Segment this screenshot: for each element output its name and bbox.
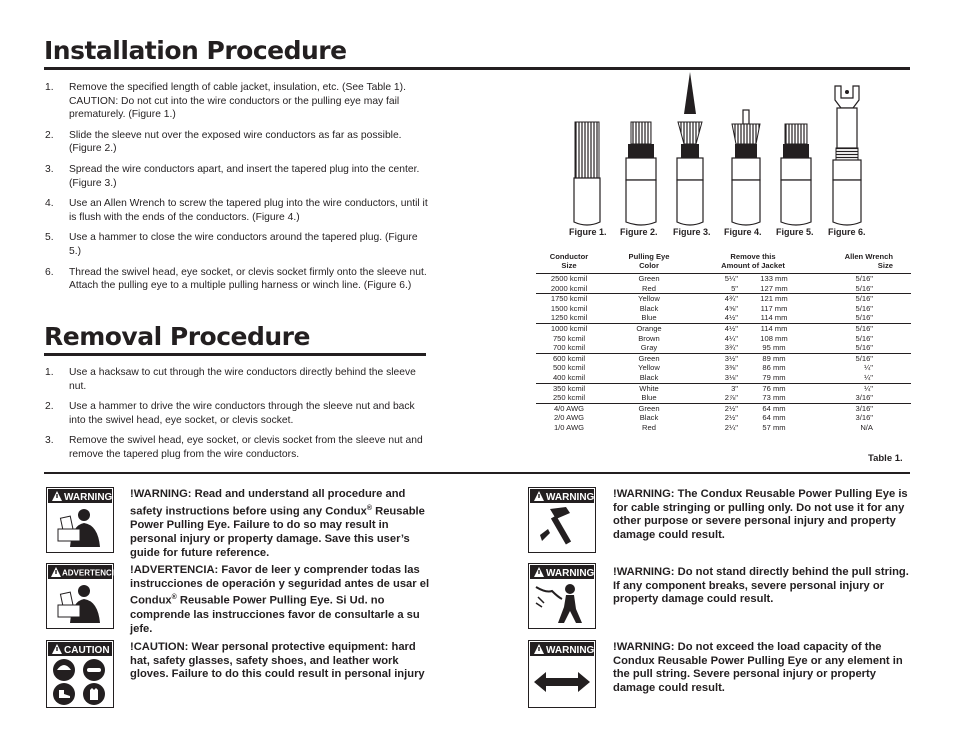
- figure-4-illustration: [732, 110, 760, 225]
- step-number: 3.: [45, 163, 54, 175]
- step-number: 3.: [45, 435, 54, 447]
- table-row: 1250 kcmil Blue 4½" 114 mm 5/16": [550, 313, 873, 323]
- step-number: 4.: [45, 198, 54, 210]
- section-divider: [44, 472, 910, 474]
- step-number: 5.: [45, 232, 54, 244]
- figures-illustration: [560, 72, 880, 228]
- step-text: Thread the swivel head, eye socket, or clevis socket firmly onto the sleeve nut. Attach the pulling eye to a multiple pulling harness or winch line. (Figure 6.): [69, 266, 427, 292]
- header-pulling-eye-color: Pulling Eye Color: [628, 252, 670, 270]
- table-group: [536, 294, 911, 324]
- installation-step: [45, 81, 430, 122]
- installation-step: [45, 266, 430, 293]
- header-allen-wrench: Allen Wrench Size: [844, 252, 893, 270]
- figure-6-illustration: [833, 86, 861, 225]
- svg-text:WARNING: WARNING: [546, 492, 595, 503]
- removal-step: [45, 434, 430, 461]
- table-group: [536, 403, 911, 432]
- step-text: Spread the wire conductors apart, and insert the tapered plug into the center. (Figure 3.): [69, 163, 420, 189]
- svg-text:CAUTION: CAUTION: [64, 645, 110, 656]
- table-row: 2500 kcmil Green 5¼" 133 mm 5/16": [550, 274, 873, 283]
- notice-warning-stand: !WARNING: Do not stand directly behind the pull string. If any component breaks, severe personal injury or property damage could result.: [613, 566, 909, 606]
- table-row: 750 kcmil Brown 4¼" 108 mm 5/16": [552, 333, 873, 343]
- removal-step: [45, 366, 430, 393]
- notice-warning-load: !WARNING: Do not exceed the load capacity of the Condux Reusable Power Pulling Eye or any element in the pull string. Severe personal injury or property damage could result.: [613, 641, 903, 695]
- step-text: Use a hacksaw to cut through the wire conductors directly behind the sleeve nut.: [69, 367, 416, 392]
- svg-text:WARNING: WARNING: [546, 645, 595, 656]
- table-row: 250 kcmil Blue 2⅞" 73 mm 3/16": [552, 393, 873, 403]
- warning-snapback-sign: [528, 563, 596, 629]
- table-row: 4/0 AWG Green 2½" 64 mm 3/16": [553, 403, 873, 413]
- svg-text:WARNING: WARNING: [64, 492, 113, 503]
- notice-warning-read: !WARNING: Read and understand all procedure and safety instructions before using any Condux® Reusable Power Pulling Eye. Failure to do so may result in personal injury or property damage. Save this user’s guide for future reference.: [130, 488, 425, 559]
- header-remove-jacket: Remove this Amount of Jacket: [721, 252, 785, 270]
- svg-text:ADVERTENCIA: ADVERTENCIA: [62, 568, 120, 578]
- table-group: [536, 274, 911, 294]
- installation-step: [45, 231, 430, 258]
- step-text: Use a hammer to drive the wire conductors through the sleeve nut and back into the swivel head, eye socket, or clevis socket.: [69, 401, 415, 426]
- figure-label: Figure 3.: [673, 227, 711, 237]
- removal-title: Removal Procedure: [44, 322, 310, 351]
- figure-label: Figure 5.: [776, 227, 814, 237]
- table-caption: Table 1.: [868, 453, 903, 464]
- table-group: [536, 383, 911, 403]
- warning-hammer-sign: [528, 487, 596, 553]
- figure-label: Figure 1.: [569, 227, 607, 237]
- warning-load-sign: [528, 640, 596, 708]
- step-text: Use an Allen Wrench to screw the tapered plug into the wire conductors, until it is flush with the ends of the conductors. (Figure 4.): [69, 198, 428, 223]
- warning-read-sign: [46, 487, 114, 553]
- table-header-row: [536, 252, 911, 274]
- installation-title-rule: [44, 67, 910, 70]
- figure-3-illustration: [677, 72, 703, 225]
- removal-steps: [45, 366, 430, 462]
- table-row: 1500 kcmil Black 4⅝" 117 mm 5/16": [550, 303, 873, 313]
- step-number: 2.: [45, 401, 54, 413]
- table-group: [536, 323, 911, 353]
- figure-label: Figure 4.: [724, 227, 762, 237]
- table-row: 350 kcmil White 3" 76 mm ¼": [552, 383, 873, 393]
- table-row: 400 kcmil Black 3⅛" 79 mm ¼": [552, 372, 873, 382]
- installation-steps: [45, 81, 430, 293]
- step-text: Use a hammer to close the wire conductors around the tapered plug. (Figure 5.): [69, 232, 418, 257]
- figure-label: Figure 2.: [620, 227, 658, 237]
- figure-1-illustration: [574, 122, 600, 225]
- table-row: 1000 kcmil Orange 4½" 114 mm 5/16": [550, 323, 873, 333]
- figure-label: Figure 6.: [828, 227, 866, 237]
- caution-sign: [46, 640, 114, 708]
- notice-warning-stringing: !WARNING: The Condux Reusable Power Pulling Eye is for cable stringing or pulling only. Do not use it for any other purpose or severe personal injury and property damage could result.: [613, 488, 908, 542]
- step-number: 2.: [45, 129, 54, 141]
- step-text: Remove the specified length of cable jacket, insulation, etc. (See Table 1). CAUTION: Do not cut into the wire conductors or the pulling eye may fail prematurely. (Figure 1.): [69, 82, 406, 121]
- installation-step: [45, 163, 430, 190]
- header-conductor-size: Conductor Size: [549, 252, 589, 270]
- table-row: 2/0 AWG Black 2½" 64 mm 3/16": [553, 413, 873, 423]
- removal-title-rule: [44, 353, 426, 356]
- step-number: 1.: [45, 367, 54, 378]
- notice-caution: !CAUTION: Wear personal protective equipment: hard hat, safety glasses, safety shoes, and leather work gloves. Failure to do this could result in personal injury: [130, 641, 425, 681]
- table-row: 500 kcmil Yellow 3⅜" 86 mm ¼": [552, 363, 873, 373]
- figure-2-illustration: [626, 122, 656, 225]
- step-text: Remove the swivel head, eye socket, or clevis socket from the sleeve nut and remove the tapered plug from the wire conductors.: [69, 435, 423, 460]
- notice-advertencia: !ADVERTENCIA: Favor de leer y comprender todas las instrucciones de operación y seguridad antes de usar el Condux® Reusable Power Pulling Eye. Si Ud. no comprende las instrucciones favor de consultarle a su jefe.: [130, 564, 430, 635]
- table-row: 1750 kcmil Yellow 4¾" 121 mm 5/16": [550, 294, 873, 304]
- installation-step: [45, 197, 430, 224]
- step-text: Slide the sleeve nut over the exposed wire conductors as far as possible. (Figure 2.): [69, 129, 402, 155]
- step-number: 6.: [45, 266, 54, 278]
- svg-text:WARNING: WARNING: [546, 568, 595, 579]
- table-group: [536, 353, 911, 383]
- table-row: 2000 kcmil Red 5" 127 mm 5/16": [550, 283, 873, 293]
- jacket-removal-table: [536, 252, 911, 433]
- removal-step: [45, 400, 430, 427]
- table-row: 700 kcmil Gray 3¾" 95 mm 5/16": [552, 343, 873, 353]
- advertencia-sign: [46, 563, 120, 629]
- figure-5-illustration: [781, 124, 811, 225]
- table-row: 1/0 AWG Red 2¼" 57 mm N/A: [553, 422, 873, 432]
- table-row: 600 kcmil Green 3½" 89 mm 5/16": [552, 353, 873, 363]
- step-number: 1.: [45, 82, 54, 93]
- installation-step: [45, 129, 430, 156]
- installation-title: Installation Procedure: [44, 36, 347, 65]
